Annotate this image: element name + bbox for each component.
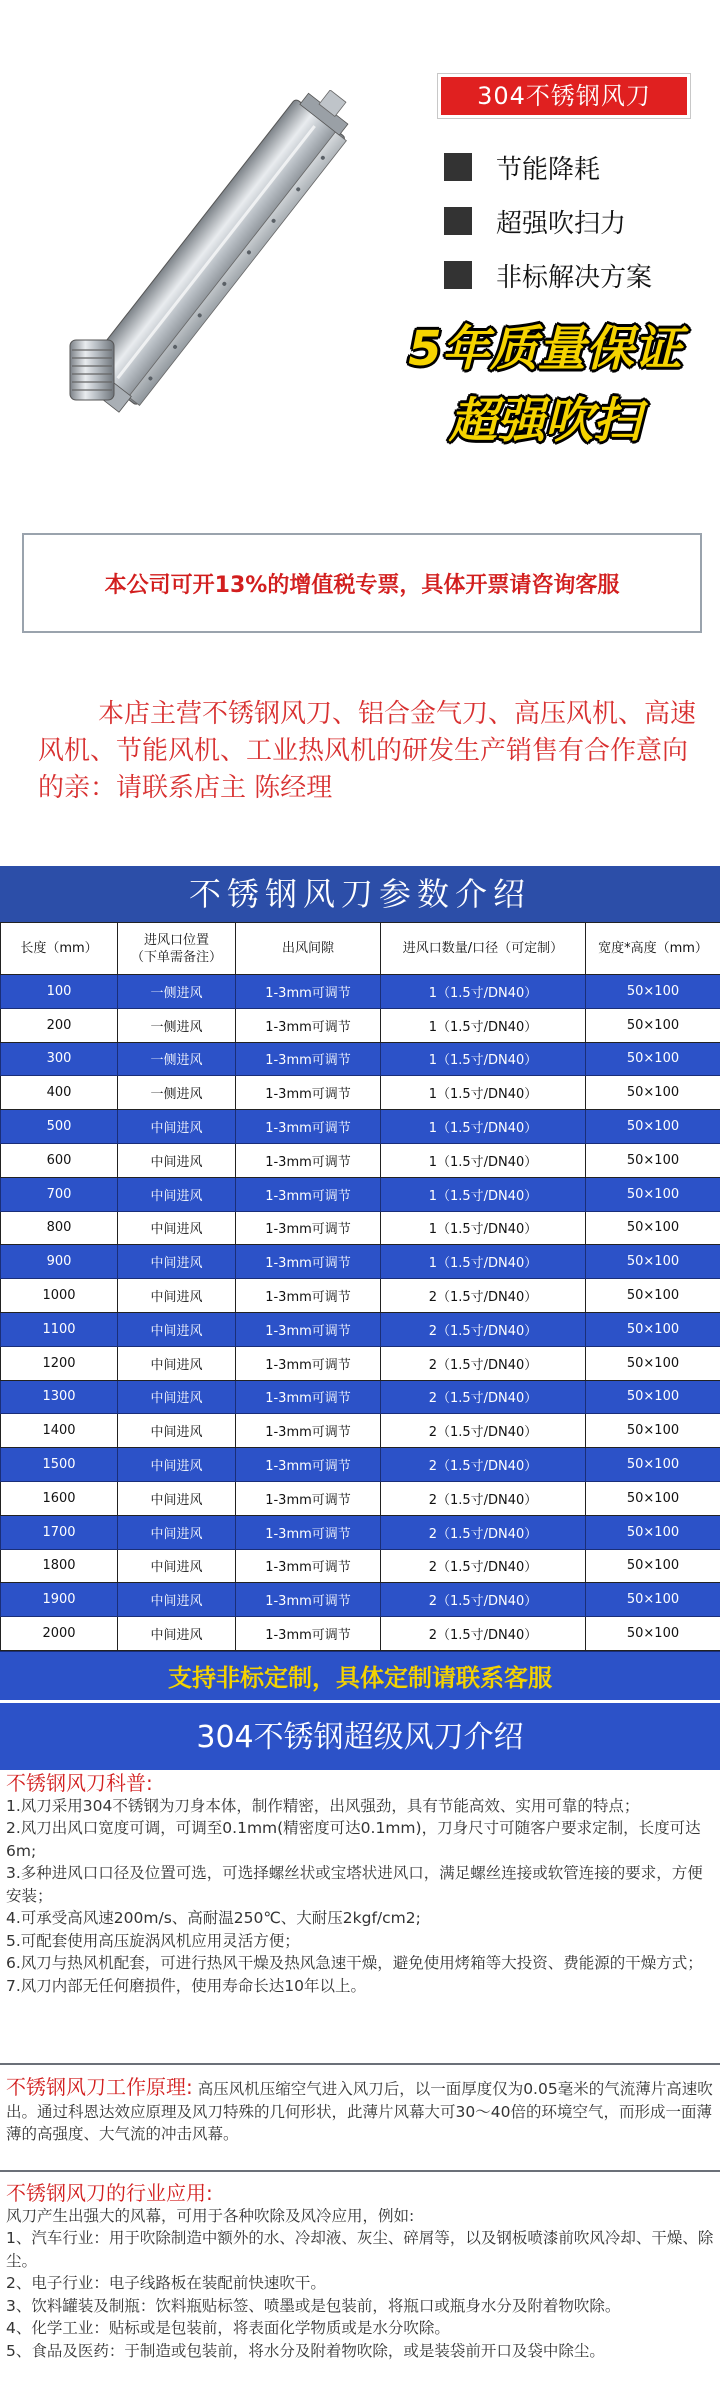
cell-length: 200 (1, 1008, 118, 1042)
industry-section (6, 2182, 716, 2362)
cell-length: 800 (1, 1211, 118, 1245)
table-row (1, 1515, 720, 1549)
science-section (6, 1772, 716, 1997)
cell-inlet-count: 2（1.5寸/DN40） (381, 1549, 586, 1583)
section-divider (0, 2063, 720, 2065)
table-row (1, 1008, 720, 1042)
principle-section (6, 2076, 716, 2146)
cell-size: 50×100 (586, 1312, 720, 1346)
cell-size: 50×100 (586, 1110, 720, 1144)
cell-gap: 1-3mm可调节 (236, 1110, 381, 1144)
cell-gap: 1-3mm可调节 (236, 1549, 381, 1583)
cell-inlet-count: 1（1.5寸/DN40） (381, 1143, 586, 1177)
cell-gap: 1-3mm可调节 (236, 1583, 381, 1617)
table-row (1, 1177, 720, 1211)
cell-length: 300 (1, 1042, 118, 1076)
cell-inlet-position: 一侧进风 (118, 1008, 236, 1042)
cell-inlet-count: 2（1.5寸/DN40） (381, 1380, 586, 1414)
cell-length: 1200 (1, 1346, 118, 1380)
cell-inlet-position: 中间进风 (118, 1346, 236, 1380)
cell-inlet-count: 1（1.5寸/DN40） (381, 1245, 586, 1279)
cell-inlet-position: 中间进风 (118, 1312, 236, 1346)
cell-length: 700 (1, 1177, 118, 1211)
cell-size: 50×100 (586, 1042, 720, 1076)
cell-inlet-position: 中间进风 (118, 1515, 236, 1549)
cell-inlet-position: 中间进风 (118, 1414, 236, 1448)
table-row (1, 1042, 720, 1076)
cell-length: 1800 (1, 1549, 118, 1583)
header-gap: 出风间隙 (236, 923, 381, 975)
feature-label: 超强吹扫力 (496, 208, 627, 239)
cell-size: 50×100 (586, 1245, 720, 1279)
table-row (1, 1245, 720, 1279)
cell-length: 1700 (1, 1515, 118, 1549)
cell-length: 1100 (1, 1312, 118, 1346)
table-row (1, 1312, 720, 1346)
feature-item (444, 194, 652, 248)
table-row (1, 1279, 720, 1313)
cell-inlet-position: 中间进风 (118, 1380, 236, 1414)
table-row (1, 1448, 720, 1482)
custom-order-banner: 支持非标定制，具体定制请联系客服 (0, 1651, 720, 1703)
parameter-table-title: 不锈钢风刀参数介绍 (0, 866, 720, 922)
cell-size: 50×100 (586, 1549, 720, 1583)
cell-length: 100 (1, 975, 118, 1009)
cell-length: 1500 (1, 1448, 118, 1482)
cell-size: 50×100 (586, 1008, 720, 1042)
feature-list (444, 140, 652, 302)
cell-inlet-count: 2（1.5寸/DN40） (381, 1279, 586, 1313)
cell-gap: 1-3mm可调节 (236, 1076, 381, 1110)
table-row (1, 975, 720, 1009)
cell-gap: 1-3mm可调节 (236, 1312, 381, 1346)
cell-inlet-count: 2（1.5寸/DN40） (381, 1448, 586, 1482)
cell-inlet-count: 1（1.5寸/DN40） (381, 1177, 586, 1211)
feature-label: 非标解决方案 (496, 262, 653, 293)
science-heading: 不锈钢风刀科普: (6, 1771, 153, 1795)
cell-gap: 1-3mm可调节 (236, 1515, 381, 1549)
cell-inlet-count: 2（1.5寸/DN40） (381, 1481, 586, 1515)
cell-inlet-position: 一侧进风 (118, 975, 236, 1009)
product-title: 304不锈钢风刀 (438, 74, 690, 118)
cell-gap: 1-3mm可调节 (236, 1448, 381, 1482)
principle-heading: 不锈钢风刀工作原理: (6, 2075, 193, 2099)
industry-line: 4、化学工业：贴标或是包装前，将表面化学物质或是水分吹除。 (6, 2319, 450, 2337)
square-bullet-icon (444, 261, 472, 289)
feature-item (444, 248, 652, 302)
power-slogan: 超强吹扫 (448, 393, 641, 449)
table-header-row (1, 923, 720, 975)
description-title: 304不锈钢超级风刀介绍 (0, 1700, 720, 1770)
table-row (1, 1549, 720, 1583)
cell-size: 50×100 (586, 1177, 720, 1211)
cell-inlet-position: 一侧进风 (118, 1076, 236, 1110)
cell-gap: 1-3mm可调节 (236, 1211, 381, 1245)
cell-length: 2000 (1, 1617, 118, 1651)
cell-inlet-count: 2（1.5寸/DN40） (381, 1583, 586, 1617)
cell-gap: 1-3mm可调节 (236, 1279, 381, 1313)
table-row (1, 1380, 720, 1414)
feature-item (444, 140, 652, 194)
industry-line: 1、汽车行业：用于吹除制造中额外的水、冷却液、灰尘、碎屑等，以及钢板喷漆前吹风冷却、干燥、除尘。 (6, 2229, 714, 2270)
parameter-table (0, 922, 720, 1651)
cell-inlet-position: 中间进风 (118, 1549, 236, 1583)
cell-size: 50×100 (586, 1414, 720, 1448)
cell-inlet-count: 1（1.5寸/DN40） (381, 975, 586, 1009)
cell-inlet-count: 1（1.5寸/DN40） (381, 1110, 586, 1144)
industry-line: 5、食品及医药：于制造或包装前，将水分及附着物吹除，或是装袋前开口及袋中除尘。 (6, 2341, 605, 2360)
cell-inlet-count: 2（1.5寸/DN40） (381, 1312, 586, 1346)
table-row (1, 1414, 720, 1448)
table-row (1, 1617, 720, 1651)
cell-size: 50×100 (586, 1279, 720, 1313)
section-divider (0, 2170, 720, 2172)
square-bullet-icon (444, 207, 472, 235)
cell-inlet-position: 中间进风 (118, 1617, 236, 1651)
cell-size: 50×100 (586, 1448, 720, 1482)
cell-gap: 1-3mm可调节 (236, 975, 381, 1009)
cell-inlet-count: 1（1.5寸/DN40） (381, 1211, 586, 1245)
cell-inlet-count: 2（1.5寸/DN40） (381, 1515, 586, 1549)
industry-line: 2、电子行业：电子线路板在装配前快速吹干。 (6, 2274, 326, 2292)
science-item: 5.可配套使用高压旋涡风机应用灵活方便； (6, 1931, 300, 1950)
square-bullet-icon (444, 153, 472, 181)
cell-size: 50×100 (586, 1380, 720, 1414)
cell-size: 50×100 (586, 1143, 720, 1177)
cell-length: 400 (1, 1076, 118, 1110)
cell-inlet-position: 中间进风 (118, 1211, 236, 1245)
vat-notice-box (22, 533, 702, 633)
cell-length: 1400 (1, 1414, 118, 1448)
table-row (1, 1211, 720, 1245)
cell-inlet-position: 中间进风 (118, 1583, 236, 1617)
cell-length: 1900 (1, 1583, 118, 1617)
shop-intro: 本店主营不锈钢风刀、铝合金气刀、高压风机、高速风机、节能风机、工业热风机的研发生产销售有合作意向的亲：请联系店主 陈经理 (38, 699, 697, 803)
cell-gap: 1-3mm可调节 (236, 1143, 381, 1177)
cell-inlet-count: 1（1.5寸/DN40） (381, 1042, 586, 1076)
cell-size: 50×100 (586, 975, 720, 1009)
header-size: 宽度*高度（mm） (586, 923, 720, 975)
cell-inlet-count: 1（1.5寸/DN40） (381, 1076, 586, 1110)
cell-size: 50×100 (586, 1583, 720, 1617)
table-row (1, 1076, 720, 1110)
science-item: 1.风刀采用304不锈钢为刀身本体，制作精密，出风强劲，具有节能高效、实用可靠的特点； (6, 1796, 640, 1815)
cell-gap: 1-3mm可调节 (236, 1481, 381, 1515)
science-item: 7.风刀内部无任何磨损件，使用寿命长达10年以上。 (6, 1976, 367, 1995)
header-length: 长度（mm） (1, 923, 118, 975)
cell-inlet-position: 中间进风 (118, 1177, 236, 1211)
cell-inlet-count: 2（1.5寸/DN40） (381, 1414, 586, 1448)
table-row (1, 1481, 720, 1515)
cell-inlet-position: 中间进风 (118, 1110, 236, 1144)
principle-text: 高压风机压缩空气进入风刀后，以一面厚度仅为0.05毫米的气流薄片高速吹出。通过科恩达效应原理及风刀特殊的几何形状，此薄片风幕大可30～40倍的环境空气，而形成一面薄薄的高强度、大气流的冲击风幕。 (6, 2080, 713, 2143)
warranty-slogan: 5年质量保证 (408, 321, 682, 377)
air-knife-product-image (60, 90, 360, 430)
cell-size: 50×100 (586, 1515, 720, 1549)
cell-gap: 1-3mm可调节 (236, 1177, 381, 1211)
cell-gap: 1-3mm可调节 (236, 1245, 381, 1279)
cell-inlet-count: 2（1.5寸/DN40） (381, 1617, 586, 1651)
table-row (1, 1143, 720, 1177)
science-item: 2.风刀出风口宽度可调，可调至0.1mm(精密度可达0.1mm)，刀身尺寸可随客户要求定制，长度可达6m; (6, 1819, 701, 1860)
cell-length: 1600 (1, 1481, 118, 1515)
parameter-table-section (0, 866, 720, 1703)
vat-notice-text: 本公司可开13%的增值税专票，具体开票请咨询客服 (104, 572, 620, 598)
cell-gap: 1-3mm可调节 (236, 1042, 381, 1076)
science-item: 3.多种进风口口径及位置可选，可选择螺丝状或宝塔状进风口，满足螺丝连接或软管连接的要求，方便安装； (6, 1864, 703, 1905)
cell-inlet-position: 中间进风 (118, 1143, 236, 1177)
cell-size: 50×100 (586, 1211, 720, 1245)
feature-label: 节能降耗 (496, 154, 601, 185)
table-row (1, 1583, 720, 1617)
cell-size: 50×100 (586, 1481, 720, 1515)
industry-heading: 不锈钢风刀的行业应用: (6, 2181, 213, 2205)
cell-inlet-position: 一侧进风 (118, 1042, 236, 1076)
cell-inlet-position: 中间进风 (118, 1448, 236, 1482)
science-item: 4.可承受高风速200m/s、高耐温250℃、大耐压2kgf/cm2; (6, 1909, 421, 1927)
cell-length: 900 (1, 1245, 118, 1279)
header-inlet-position: 进风口位置 （下单需备注） (118, 923, 236, 975)
cell-size: 50×100 (586, 1076, 720, 1110)
table-row (1, 1110, 720, 1144)
cell-inlet-position: 中间进风 (118, 1481, 236, 1515)
cell-gap: 1-3mm可调节 (236, 1346, 381, 1380)
cell-gap: 1-3mm可调节 (236, 1008, 381, 1042)
industry-line: 风刀产生出强大的风幕，可用于各种吹除及风冷应用，例如: (6, 2206, 415, 2225)
science-item: 6.风刀与热风机配套，可进行热风干燥及热风急速干燥，避免使用烤箱等大投资、费能源的干燥方式； (6, 1954, 703, 1972)
table-row (1, 1346, 720, 1380)
cell-size: 50×100 (586, 1346, 720, 1380)
cell-gap: 1-3mm可调节 (236, 1380, 381, 1414)
cell-size: 50×100 (586, 1617, 720, 1651)
cell-inlet-count: 2（1.5寸/DN40） (381, 1346, 586, 1380)
cell-gap: 1-3mm可调节 (236, 1617, 381, 1651)
industry-line: 3、饮料罐装及制瓶：饮料瓶贴标签、喷墨或是包装前，将瓶口或瓶身水分及附着物吹除。 (6, 2296, 621, 2315)
cell-inlet-position: 中间进风 (118, 1245, 236, 1279)
cell-length: 500 (1, 1110, 118, 1144)
hero-banner (0, 0, 720, 480)
cell-gap: 1-3mm可调节 (236, 1414, 381, 1448)
cell-inlet-count: 1（1.5寸/DN40） (381, 1008, 586, 1042)
cell-inlet-position: 中间进风 (118, 1279, 236, 1313)
header-inlet-count: 进风口数量/口径（可定制） (381, 923, 586, 975)
cell-length: 600 (1, 1143, 118, 1177)
cell-length: 1300 (1, 1380, 118, 1414)
cell-length: 1000 (1, 1279, 118, 1313)
